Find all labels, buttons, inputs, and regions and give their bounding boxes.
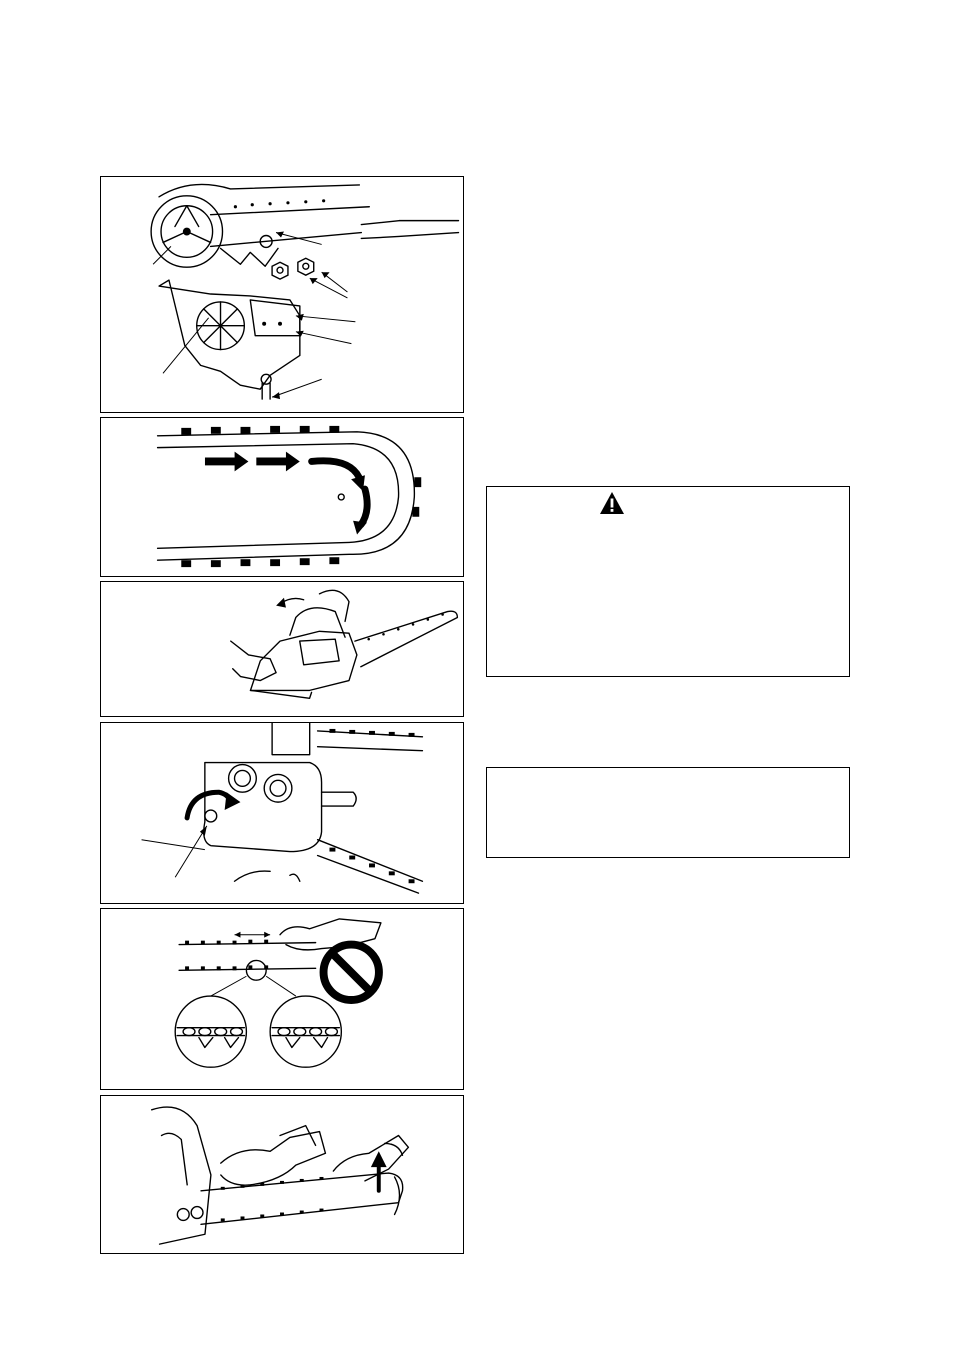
figure-sprocket-cover-parts: [100, 176, 464, 413]
figure-tension-screw-adjust: [100, 722, 464, 904]
sprocket-cover-illustration: [101, 177, 463, 412]
warning-box: [486, 486, 850, 677]
tension-screw-illustration: [101, 723, 463, 903]
chain-slack-illustration: [101, 909, 463, 1089]
notice-box: [486, 767, 850, 858]
figure-chain-lift-check: [100, 1095, 464, 1254]
chainsaw-operation-illustration: [101, 582, 463, 716]
chain-lift-illustration: [101, 1096, 463, 1253]
figure-chainsaw-operation: [100, 581, 464, 717]
figure-chain-direction: [100, 417, 464, 577]
figure-chain-slack-check: [100, 908, 464, 1090]
chain-direction-illustration: [101, 418, 463, 576]
warning-triangle-icon: [599, 491, 625, 515]
